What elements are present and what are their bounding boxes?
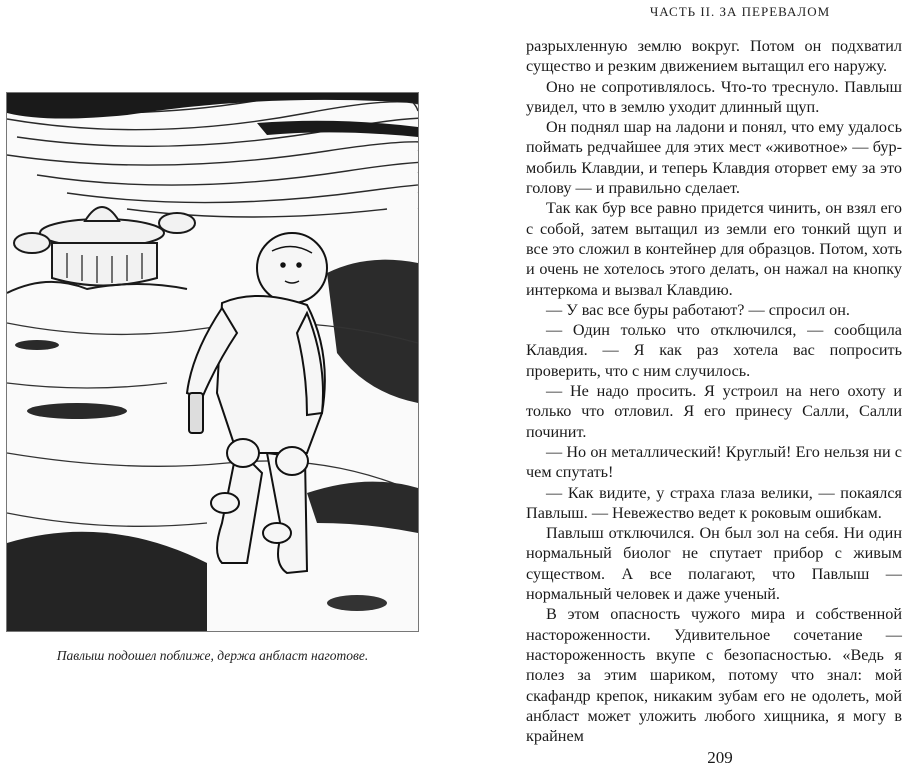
paragraph: — Как видите, у страха глаза велики, — покаялся Павлыш. — Невежество ведет к роковым ошибкам. [526, 483, 902, 522]
paragraph: — Один только что отключился, — сообщила Клавдия. — Я как раз хотела вас попросить проверить, что с ним случилось. [526, 321, 902, 380]
page-number: 209 [707, 748, 733, 767]
illustration-drawing [7, 93, 418, 631]
paragraph: Он поднял шар на ладони и понял, что ему удалось поймать редчайшее для этих мест «животное» — бур-мобиль Клавдии, и теперь Клавдия оторвет ему за это голову — и правильно сделает. [526, 118, 902, 198]
paragraph: Павлыш отключился. Он был зол на себя. Ни один нормальный биолог не спутает прибор с живым существом. А все полагают, что Павлыш — нормальный человек и даже ученый. [526, 524, 902, 604]
paragraph: разрыхленную землю вокруг. Потом он подхватил существо и резким движением вытащил его наружу. [526, 37, 902, 76]
running-header: ЧАСТЬ II. ЗА ПЕРЕВАЛОМ [649, 4, 831, 19]
paragraph: Так как бур все равно придется чинить, он взял его с собой, затем вытащил из земли его тонкий щуп и все это сложил в контейнер для образцов. Потом, хоть и очень не хотелось этого делать, он нажал на кнопку интеркома и вызвал Клавдию. [526, 199, 902, 299]
astronaut [187, 233, 327, 573]
illustration-caption: Павлыш подошел поближе, держа анбласт наготове. [56, 648, 369, 663]
paragraph: — Не надо просить. Я устроил на него охоту и только что отловил. Я его принесу Салли, Салли починит. [526, 382, 902, 441]
paragraph: Оно не сопротивлялось. Что-то треснуло. Павлыш увидел, что в землю уходит длинный щуп. [526, 77, 902, 116]
paragraph: В этом опасность чужого мира и собственной настороженности. Удивительное сочетание — настороженность вкупе с безопасностью. «Ведь я полез за этим шариком, потому что знал: мой скафандр крепок, никаким зубам его не одолеть, мой анбласт может уложить любого хищника, я могу в крайнем [526, 605, 902, 746]
body-text [526, 36, 902, 746]
paragraph: — У вас все буры работают? — спросил он. [546, 300, 850, 319]
station-building [14, 207, 195, 286]
sky-shading [7, 93, 418, 137]
foreground-rocks [7, 532, 207, 631]
astronaut-illustration [6, 92, 419, 632]
bushes [327, 260, 418, 403]
paragraph: — Но он металлический! Круглый! Его нельзя ни с чем спутать! [526, 442, 902, 482]
